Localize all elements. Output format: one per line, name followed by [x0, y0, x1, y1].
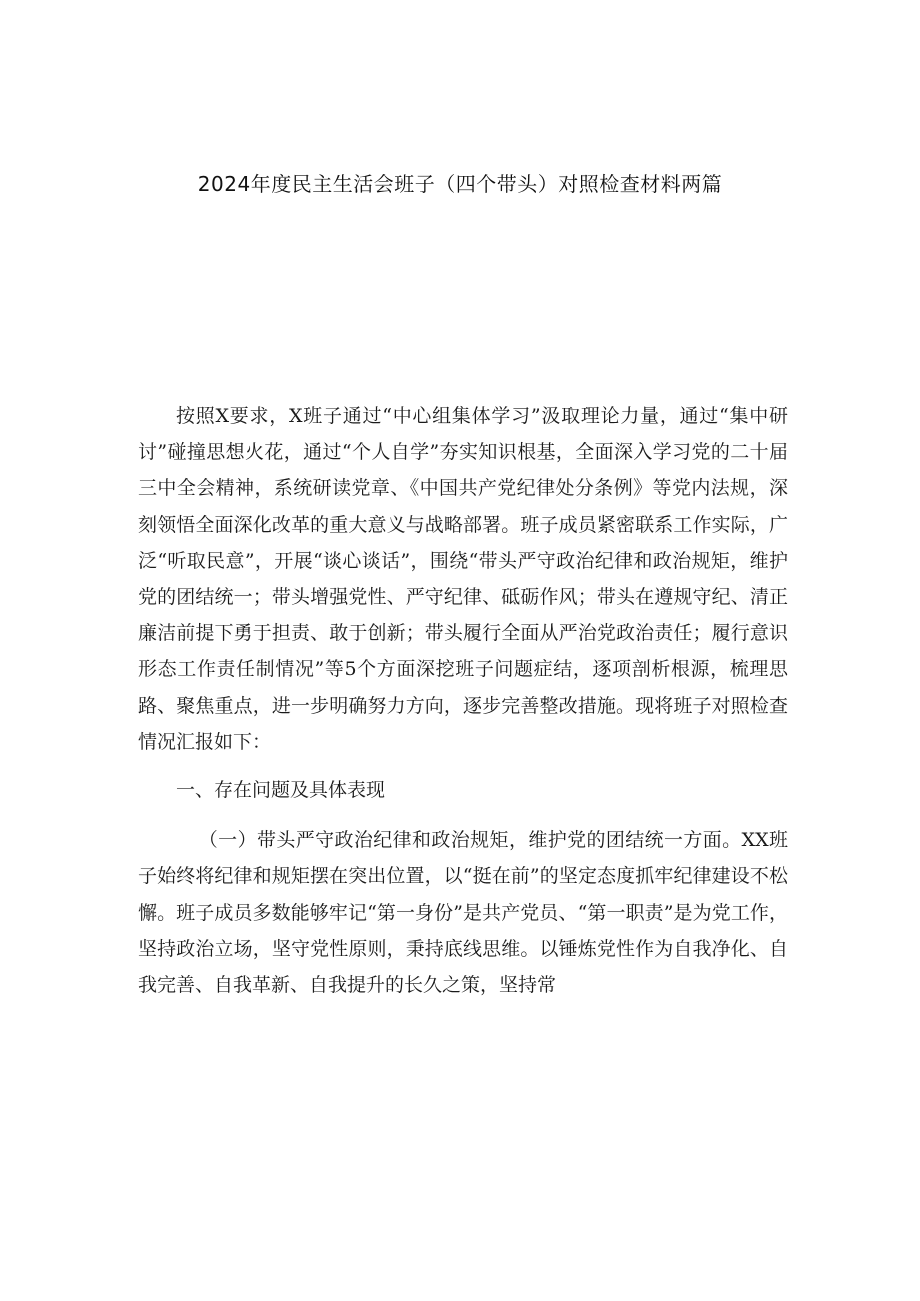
intro-paragraph: 按照X要求，X班子通过“中心组集体学习”汲取理论力量，通过“集中研讨”碰撞思想火花，通过“个人自学”夯实知识根基，全面深入学习党的二十届三中全会精神，系统研读党章、《中国共产党纪律处分条例》等党内法规，深刻领悟全面深化改革的重大意义与战略部署。班子成员紧密联系工作实际，广泛“听取民意”，开展“谈心谈话”，围绕“带头严守政治纪律和政治规矩，维护党的团结统一；带头增强党性、严守纪律、砥砺作风；带头在遵规守纪、清正廉洁前提下勇于担责、敢于创新；带头履行全面从严治党政治责任；履行意识形态工作责任制情况”等5个方面深挖班子问题症结，逐项剖析根源，梳理思路、聚焦重点，进一步明确努力方向，逐步完善整改措施。现将班子对照检查情况汇报如下： — [138, 405, 788, 753]
document-body — [138, 398, 788, 1003]
subsection-paragraph: （一）带头严守政治纪律和政治规矩，维护党的团结统一方面。XX班子始终将纪律和规矩摆在突出位置，以“挺在前”的坚定态度抓牢纪律建设不松懈。班子成员多数能够牢记“第一身份”是共产党员、“第一职责”是为党工作，坚持政治立场，坚守党性原则，秉持底线思维。以锤炼党性作为自我净化、自我完善、自我革新、自我提升的长久之策，坚持常 — [138, 829, 788, 997]
section-heading: 一、存在问题及具体表现 — [176, 779, 386, 802]
document-title: 2024年度民主生活会班子（四个带头）对照检查材料两篇 — [197, 172, 723, 196]
